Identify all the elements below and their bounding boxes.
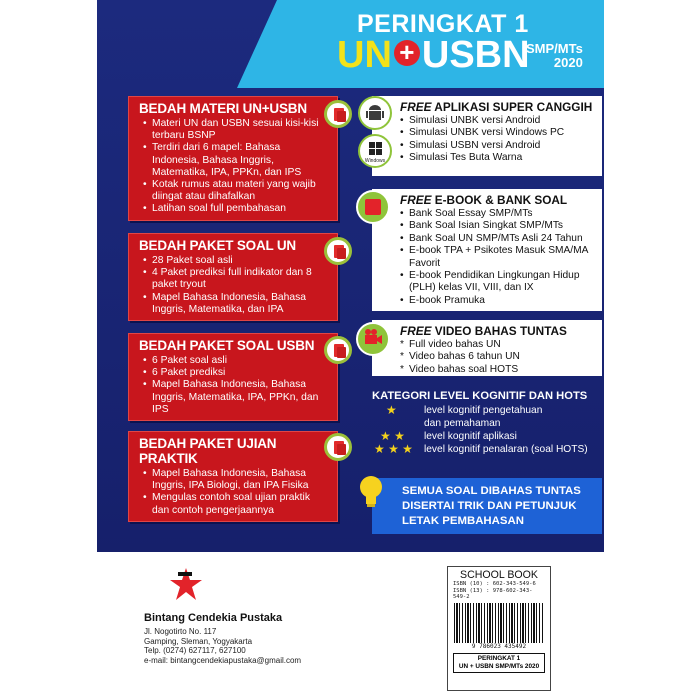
feature-box-paket-un: [128, 233, 338, 321]
book-icon: [356, 190, 390, 224]
year-label: 2020: [553, 55, 583, 70]
box-title: BEDAH PAKET SOAL UN: [139, 238, 296, 253]
list-item: • Simulasi Tes Buta Warna: [400, 152, 594, 164]
book-category: SCHOOL BOOK: [460, 569, 538, 581]
video-camera-icon: [356, 322, 390, 356]
book-icon: [324, 433, 352, 461]
list-item: • Mengulas contoh soal ujian praktik dan contoh pengerjaannya: [143, 492, 329, 516]
star-icon: ★ ★ ★: [374, 442, 413, 456]
box-title: FREE APLIKASI SUPER CANGGIH: [400, 100, 593, 114]
feature-box-video: [372, 320, 602, 376]
list-item: * Video bahas soal HOTS: [400, 364, 594, 376]
list-item: * Video bahas 6 tahun UN: [400, 351, 594, 363]
legend-row: ★ level kognitif pengetahuan: [386, 403, 543, 417]
isbn-13: ISBN (13) : 978-602-343-549-2: [453, 587, 533, 600]
android-icon: [358, 96, 392, 130]
isbn-10: ISBN (10) : 602-343-549-6: [453, 581, 536, 587]
list-item: • Kotak rumus atau materi yang wajib diingat atau dihafalkan: [143, 179, 329, 203]
list-item: • Terdiri dari 6 mapel: Bahasa Indonesia, Bahasa Inggris, Matematika, IPA, PPKn, dan IPS: [143, 142, 329, 179]
list-item: • Simulasi USBN versi Android: [400, 140, 594, 152]
list-item: • Bank Soal Isian Singkat SMP/MTs: [400, 220, 594, 232]
level-label: SMP/MTs: [526, 41, 583, 56]
list-item: • 4 Paket prediksi full indikator dan 8 paket tryout: [143, 267, 329, 291]
title-main: [337, 35, 530, 75]
cognitive-level-legend: [372, 390, 604, 456]
list-item: • Bank Soal Essay SMP/MTs: [400, 208, 594, 220]
svg-text:Windows: Windows: [364, 158, 386, 164]
list-item: • Latihan soal full pembahasan: [143, 203, 329, 215]
list-item: • 6 Paket soal asli: [143, 355, 329, 367]
feature-box-materi: [128, 96, 338, 221]
list-item: • E-book Pramuka: [400, 295, 594, 307]
list-item: • Mapel Bahasa Indonesia, Bahasa Inggris, Matematika, dan IPA: [143, 292, 329, 316]
highlight-banner: SEMUA SOAL DIBAHAS TUNTAS DISERTAI TRIK DAN PETUNJUK LETAK PEMBAHASAN: [372, 478, 602, 534]
list-item: • Simulasi UNBK versi Windows PC: [400, 127, 594, 139]
list-item: • Mapel Bahasa Indonesia, Bahasa Inggris, IPA Biologi, dan IPA Fisika: [143, 468, 329, 492]
list-item: • 28 Paket soal asli: [143, 255, 329, 267]
publisher-logo: [170, 566, 206, 606]
legend-row: ★ ★ ★ level kognitif penalaran (soal HOTS): [374, 442, 588, 456]
barcode-block: [447, 566, 551, 691]
windows-icon: [358, 134, 392, 168]
list-item: • Materi UN dan USBN sesuai kisi-kisi terbaru BSNP: [143, 118, 329, 142]
book-icon: [324, 237, 352, 265]
box-title: FREE VIDEO BAHAS TUNTAS: [400, 324, 567, 338]
list-item: • E-book Pendidikan Lingkungan Hidup (PLH) kelas VII, VIII, dan IX: [400, 270, 594, 295]
box-title: BEDAH PAKET SOAL USBN: [139, 338, 315, 353]
list-item: • Bank Soal UN SMP/MTs Asli 24 Tahun: [400, 233, 594, 245]
lightbulb-icon: [356, 474, 386, 510]
barcode-label: PERINGKAT 1 UN + USBN SMP/MTs 2020: [453, 653, 545, 673]
title-line1: PERINGKAT 1: [357, 10, 529, 38]
title-un: UN: [337, 34, 392, 76]
box-title: FREE E-BOOK & BANK SOAL: [400, 193, 568, 207]
feature-box-ujian-praktik: [128, 431, 338, 522]
publisher-name: Bintang Cendekia Pustaka: [144, 612, 283, 624]
list-item: • 6 Paket prediksi: [143, 367, 329, 379]
feature-box-paket-usbn: [128, 333, 338, 421]
book-icon: [324, 336, 352, 364]
title-usbn: USBN: [421, 34, 530, 76]
feature-box-ebook: [372, 189, 602, 311]
list-item: • Mapel Bahasa Indonesia, Bahasa Inggris, Matematika, IPA, PPKn, dan IPS: [143, 379, 329, 416]
legend-row: dan pemahaman: [424, 418, 501, 429]
title-level: [526, 42, 583, 70]
plus-icon: +: [394, 40, 420, 66]
box-title: BEDAH MATERI UN+USBN: [139, 101, 307, 116]
publisher-address: Jl. Nogotirto No. 117 Gamping, Sleman, Yogyakarta Telp. (0274) 627117, 627100 e-mail: bintangcendekiapustaka@gmail.com: [144, 627, 302, 665]
list-item: * Full video bahas UN: [400, 339, 594, 351]
book-icon: [324, 100, 352, 128]
star-icon: ★: [386, 403, 397, 417]
barcode-number: 9 786023 435492: [471, 642, 527, 650]
feature-box-aplikasi: [372, 96, 602, 176]
legend-row: ★ ★ level kognitif aplikasi: [380, 429, 517, 443]
star-icon: ★ ★: [380, 429, 405, 443]
barcode-bars: [454, 603, 544, 643]
list-item: • E-book TPA + Psikotes Masuk SMA/MA Favorit: [400, 245, 594, 270]
list-item: • Simulasi UNBK versi Android: [400, 115, 594, 127]
box-title: BEDAH PAKET UJIAN PRAKTIK: [139, 436, 277, 466]
legend-title: KATEGORI LEVEL KOGNITIF DAN HOTS: [372, 390, 588, 402]
